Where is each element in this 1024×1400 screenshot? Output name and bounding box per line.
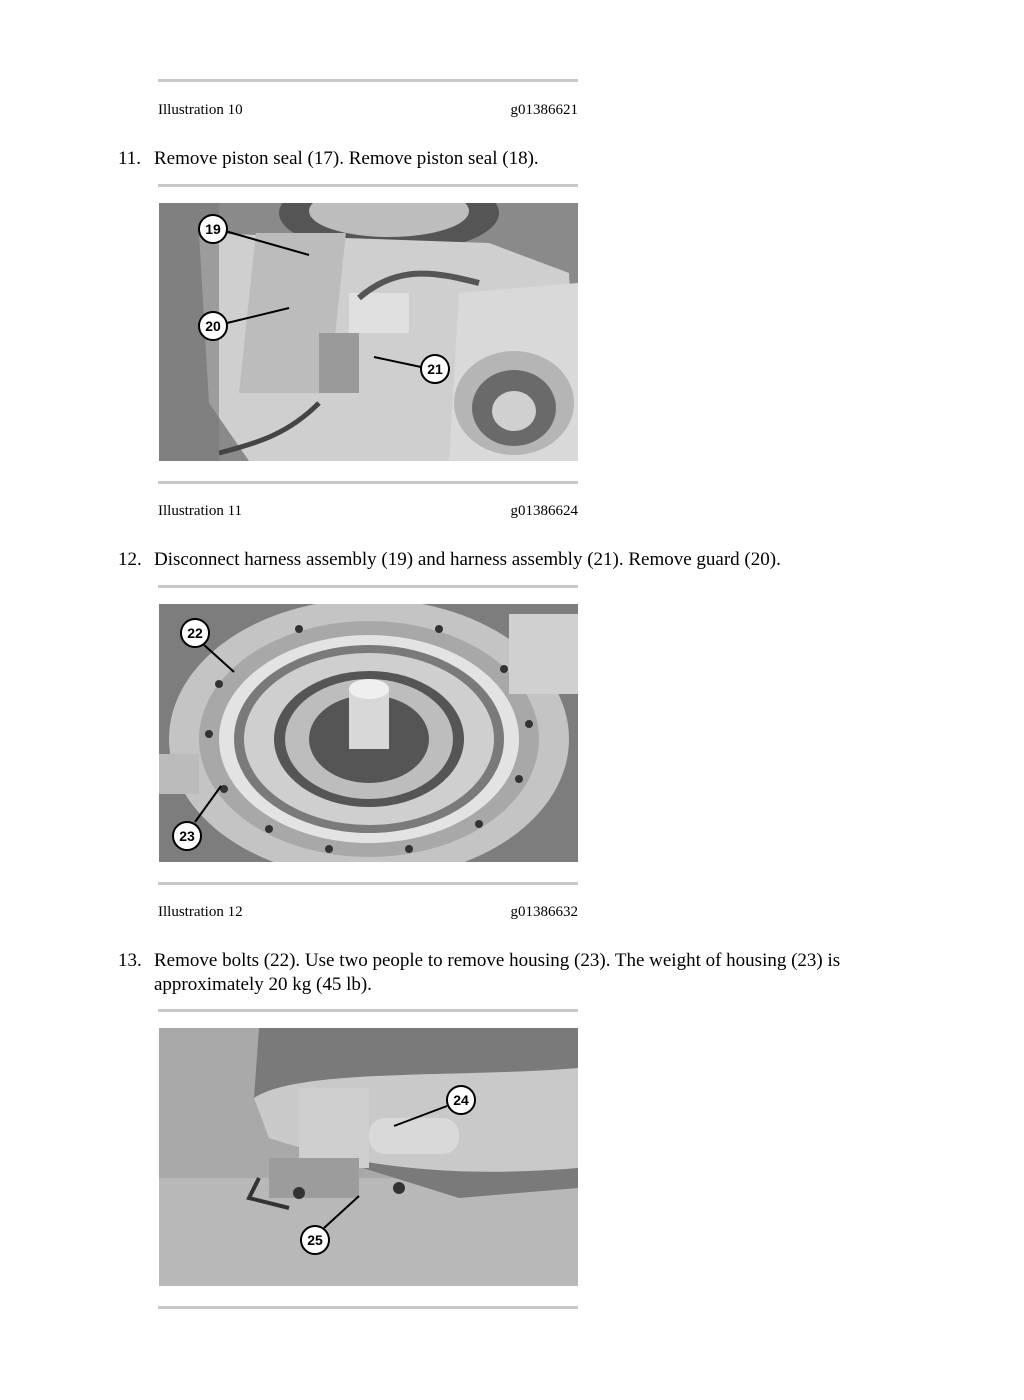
callout-23 bbox=[173, 822, 201, 850]
divider-rule bbox=[158, 481, 578, 484]
callout-19 bbox=[199, 215, 227, 243]
svg-text:24: 24 bbox=[453, 1092, 469, 1108]
step-11 bbox=[118, 147, 908, 171]
illustration-caption bbox=[158, 904, 578, 921]
step-13 bbox=[118, 949, 908, 997]
step-number: 13. bbox=[118, 950, 142, 971]
illustration-code: g01386632 bbox=[510, 904, 578, 920]
callout-25 bbox=[301, 1226, 329, 1254]
divider-rule bbox=[158, 79, 578, 82]
illustration-code: g01386621 bbox=[510, 102, 578, 118]
divider-rule bbox=[158, 1009, 578, 1012]
step-12 bbox=[118, 548, 908, 572]
illustration-caption bbox=[158, 503, 578, 520]
step-text: Disconnect harness assembly (19) and harness assembly (21). Remove guard (20). bbox=[154, 549, 781, 570]
illustration-label: Illustration 11 bbox=[158, 503, 243, 519]
illustration-label: Illustration 10 bbox=[158, 102, 243, 118]
photo-housing-part bbox=[159, 1028, 578, 1286]
callout-21 bbox=[421, 355, 449, 383]
divider-rule bbox=[158, 585, 578, 588]
photo-harness-guard bbox=[159, 203, 578, 461]
callout-22 bbox=[181, 619, 209, 647]
svg-text:20: 20 bbox=[205, 318, 221, 334]
divider-rule bbox=[158, 184, 578, 187]
svg-text:23: 23 bbox=[179, 828, 195, 844]
callout-20 bbox=[199, 312, 227, 340]
divider-rule bbox=[158, 882, 578, 885]
divider-rule bbox=[158, 1306, 578, 1309]
step-number: 11. bbox=[118, 148, 142, 169]
illustration-label: Illustration 12 bbox=[158, 904, 243, 920]
svg-text:22: 22 bbox=[187, 625, 203, 641]
svg-text:21: 21 bbox=[427, 361, 443, 377]
step-text: Remove bolts (22). Use two people to remove housing (23). The weight of housing (23) is approximately 20 kg (45 lb). bbox=[154, 950, 841, 995]
photo-housing-bolts bbox=[159, 604, 578, 862]
svg-text:25: 25 bbox=[307, 1232, 323, 1248]
illustration-code: g01386624 bbox=[510, 503, 578, 519]
svg-text:19: 19 bbox=[205, 221, 221, 237]
callout-24 bbox=[447, 1086, 475, 1114]
illustration-caption bbox=[158, 102, 578, 119]
step-number: 12. bbox=[118, 549, 142, 570]
step-text: Remove piston seal (17). Remove piston seal (18). bbox=[154, 148, 539, 169]
